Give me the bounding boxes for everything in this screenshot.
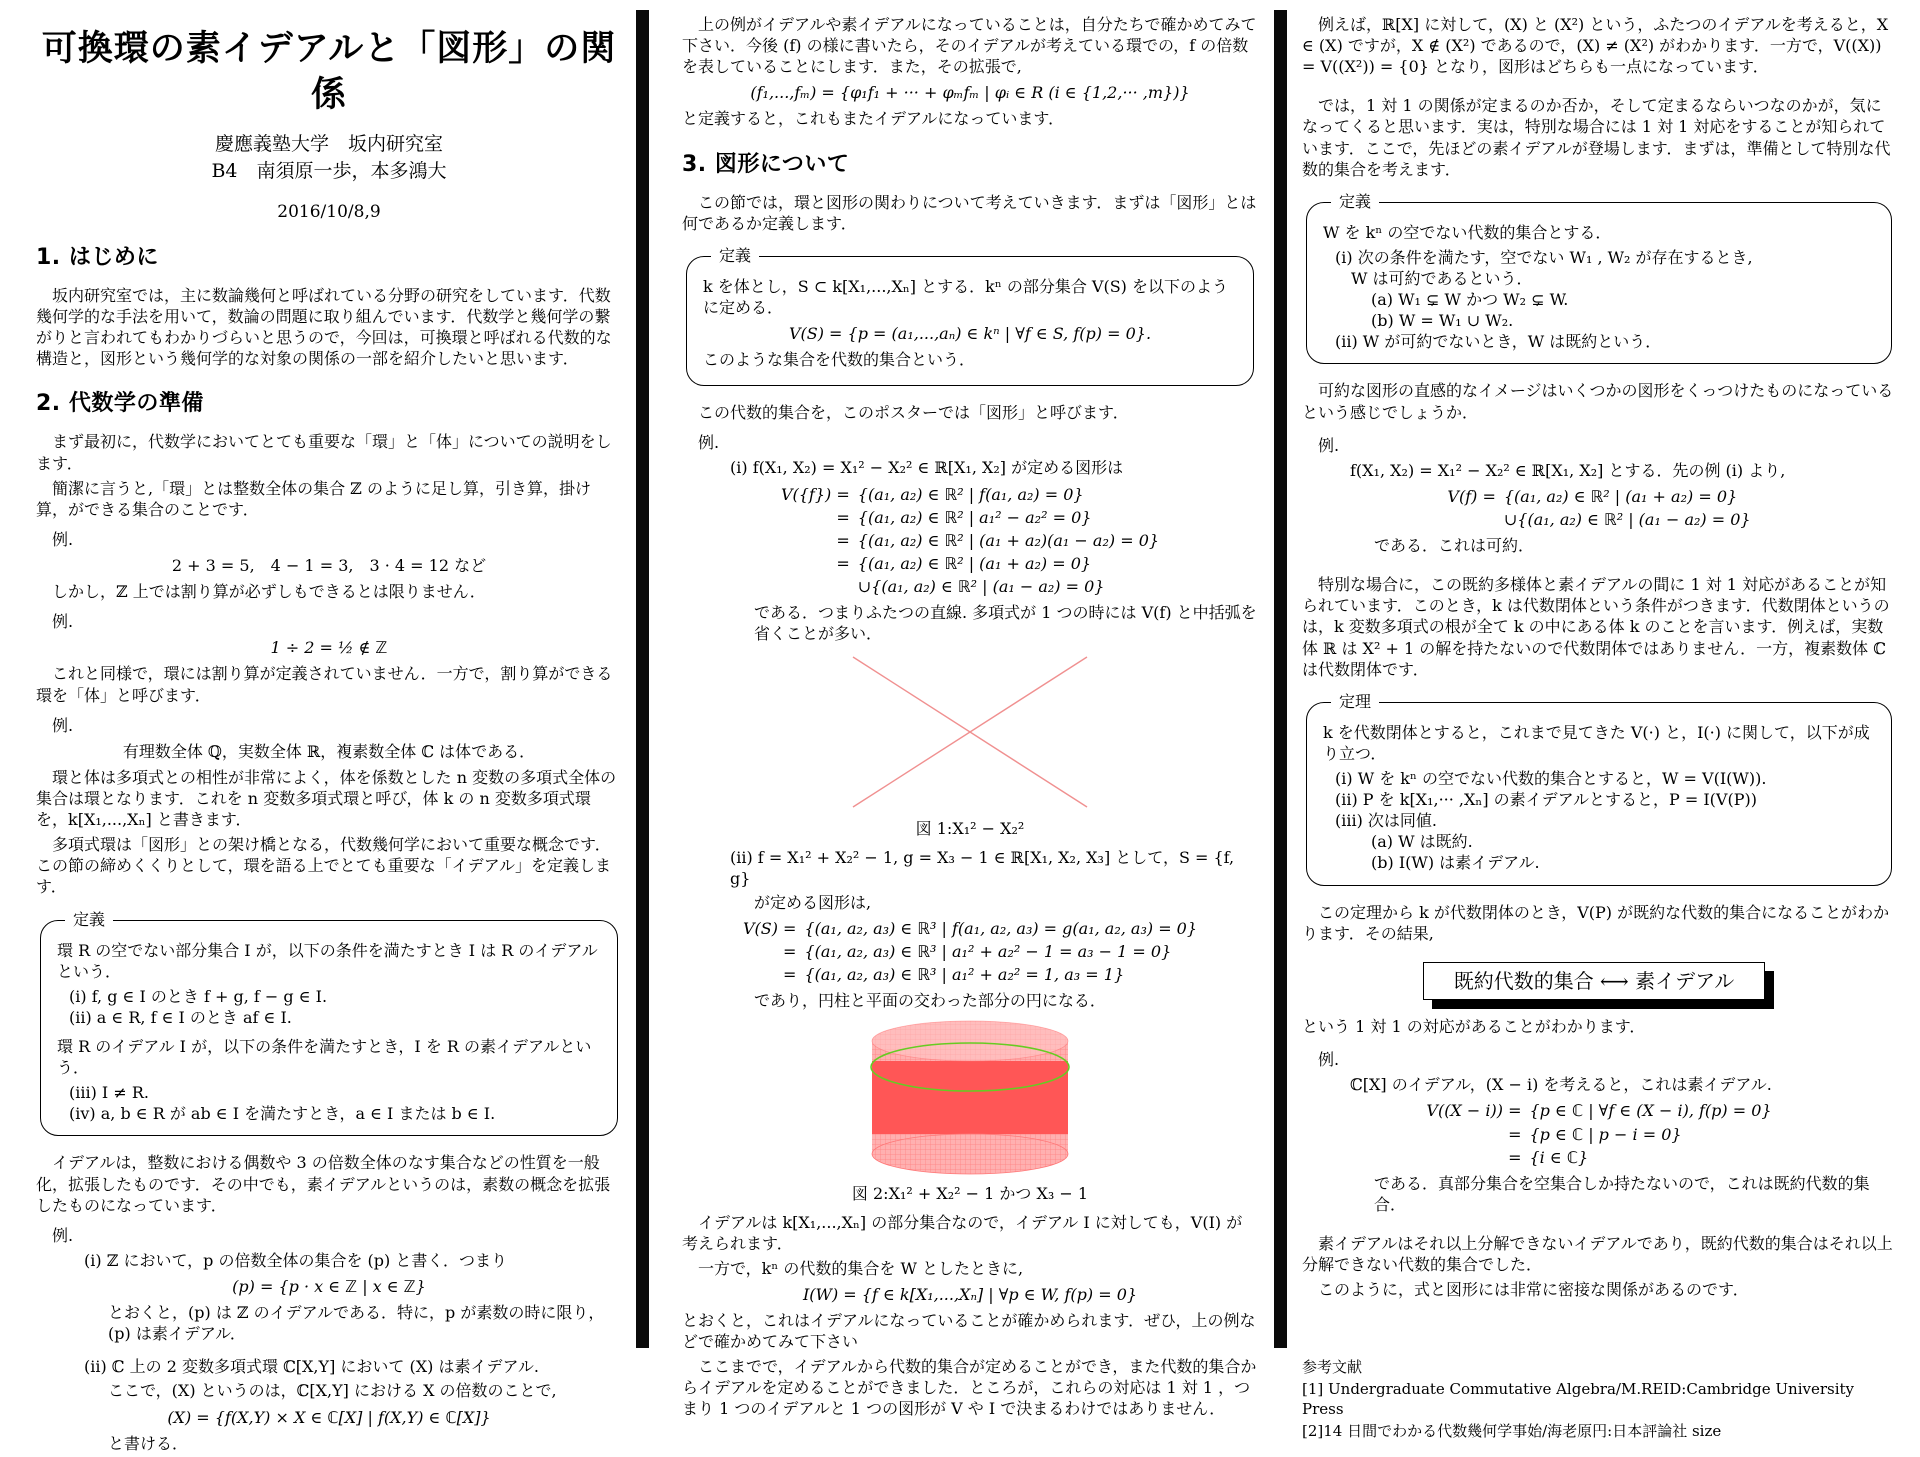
column-3 xyxy=(1302,0,1896,1444)
column-divider-bar-1 xyxy=(636,10,649,1348)
example-label: 例. xyxy=(52,1225,74,1245)
example-label: 例. xyxy=(698,433,720,453)
paragraph: 可約な図形の直感的なイメージはいくつかの図形をくっつけたものになっているという感じでしょうか． xyxy=(1302,381,1894,422)
paragraph: このように，式と図形には非常に密接な関係があるのです． xyxy=(1318,1280,1749,1300)
example-label: 例. xyxy=(1318,1050,1340,1070)
equation: 2 + 3 = 5, 4 − 1 = 3, 3 · 4 = 12 など xyxy=(171,556,487,576)
paragraph: この代数的集合を，このポスターでは「図形」と呼びます． xyxy=(698,403,1129,423)
definition-box-label: 定義 xyxy=(65,909,113,930)
definition-box-irreducible xyxy=(1306,191,1892,365)
equation-lhs: V((X − i)) = xyxy=(1426,1101,1522,1121)
definition-item: (iv) a, b ∈ R が ab ∈ I を満たすとき，a ∈ I または b ∈ I. xyxy=(69,1104,496,1124)
theorem-text: k を代数閉体とすると，これまで見てきた V(·) と，I(·) に関して，以下が成り立つ． xyxy=(1323,722,1870,763)
figure-2 xyxy=(682,1019,1258,1182)
equation: V(S) = {p = (a₁,...,aₙ) ∈ kⁿ | ∀f ∈ S, f(p) = 0}. xyxy=(788,324,1152,344)
paragraph: 特別な場合に，この既約多様体と素イデアルの間に 1 対 1 対応があることが知られています．このとき，k は代数閉体という条件がつきます．代数閉体というのは，k 変数多項式の根が全て k の中にある体 k のことを言います．例えば，実数体 ℝ は X² + 1 の解を持たないので代数閉体ではありません．一方，複素数体 ℂ は代数閉体です． xyxy=(1302,575,1890,679)
paragraph: 多項式環は「図形」との架け橋となる，代数幾何学において重要な概念です．この節の締めくくりとして，環を語る上でとても重要な「イデアル」を定義します． xyxy=(36,835,612,897)
definition-box-label: 定義 xyxy=(711,245,759,266)
definition-text: 環 R のイデアル I が，以下の条件を満たすとき，I を R の素イデアルという． xyxy=(57,1036,592,1078)
paragraph: 例えば，ℝ[X] に対して，(X) と (X²) という，ふたつのイデアルを考えると，X ∈ (X) ですが，X ∉ (X²) であるので，(X) ≠ (X²) がわかります．一方で，V((X)) = V((X²)) = {0} となり，図形はどちらも一点になっています． xyxy=(1302,15,1889,77)
paragraph: これと同様で，環には割り算が定義されていません．一方で，割り算ができる環を「体」と呼びます． xyxy=(36,664,613,705)
equation-rhs: {p ∈ ℂ | ∀f ∈ (X − i), f(p) = 0} xyxy=(1529,1101,1772,1121)
equation-lhs xyxy=(777,575,854,598)
definition-item: W は可約であるという． xyxy=(1351,268,1533,288)
paragraph: 上の例がイデアルや素イデアルになっていることは，自分たちで確かめてみて下さい．今後 (f) の様に書いたら，そのイデアルが考えている環での，f の倍数を表していることにします．また，その拡張で, xyxy=(682,15,1257,77)
example-item: f(X₁, X₂) = X₁² − X₂² ∈ ℝ[X₁, X₂] とする．先の例 (i) より, xyxy=(1350,460,1786,480)
affiliation: 慶應義塾大学 坂内研究室 xyxy=(214,133,443,156)
paragraph: では，1 対 1 の関係が定まるのか否か，そして定まるならいつなのかが，気になってくると思います．実は，特別な場合には 1 対 1 対応をすることが知られています．ここで，先ほどの素イデアルが登場します．まずは，準備として特別な代数的集合を考えます． xyxy=(1302,96,1891,179)
equation: 有理数全体 ℚ，実数全体 ℝ，複素数全体 ℂ は体である． xyxy=(122,741,536,761)
figure-1-caption: 図 1:X₁² − X₂² xyxy=(915,819,1025,839)
equation: I(W) = {f ∈ k[X₁,...,Xₙ] | ∀p ∈ W, f(p) = 0} xyxy=(802,1284,1138,1304)
example-text: とおくと，(p) は ℤ のイデアルである．特に，p が素数の時に限り，(p) は素イデアル． xyxy=(108,1303,605,1344)
equation-lhs: = xyxy=(836,553,850,573)
definition-text: k を体とし，S ⊂ k[X₁,...,Xₙ] とする．kⁿ の部分集合 V(S) を以下のように定める． xyxy=(703,276,1229,317)
example-text: である．つまりふたつの直線. 多項式が 1 つの時には V(f) と中括弧を省くことが多い． xyxy=(754,603,1257,644)
equation: (p) = {p · x ∈ ℤ | x ∈ ℤ} xyxy=(232,1276,426,1296)
result-box-wrapper xyxy=(1302,962,1886,1000)
column-2 xyxy=(682,0,1258,1424)
paragraph: 環と体は多項式との相性が非常によく，体を係数とした n 変数の多項式全体の集合は環となります．これを n 変数多項式環と呼び，体 k の n 変数多項式環を，k[X₁,...,Xₙ] と書きます． xyxy=(36,767,617,830)
equation-lhs: V({f}) = xyxy=(780,484,850,504)
equation-rhs: {(a₁, a₂) ∈ ℝ² | (a₁ + a₂) = 0} xyxy=(1503,486,1738,506)
aligned-equations xyxy=(777,483,1163,599)
equation: 1 ÷ 2 = ½ ∉ ℤ xyxy=(270,638,388,658)
example-item: ℂ[X] のイデアル，(X − i) を考えると，これは素イデアル. xyxy=(1350,1075,1772,1095)
equation-lhs: = xyxy=(783,941,797,961)
cylinder-graphic xyxy=(870,1019,1070,1177)
example-label: 例. xyxy=(52,612,74,632)
crossing-lines-graphic xyxy=(845,652,1095,812)
equation-lhs: = xyxy=(1508,1124,1522,1144)
paragraph: とおくと，これはイデアルになっていることが確かめられます．ぜひ，上の例などで確かめてみて下さい xyxy=(682,1310,1256,1352)
equation-lhs: = xyxy=(783,965,797,985)
figure-1 xyxy=(682,652,1258,817)
paragraph: という 1 対 1 の対応があることがわかります． xyxy=(1302,1017,1646,1037)
aligned-equations xyxy=(739,917,1201,986)
example-text: と書ける． xyxy=(108,1433,189,1453)
theorem-item: (iii) 次は同値. xyxy=(1335,811,1438,831)
paragraph: ここまでで，イデアルから代数的集合が定めることができ，また代数的集合からイデアルを定めることができました．ところが，これらの対応は 1 対 1 ，つまり 1 つのイデアルと 1 つの図形が V や I で決まるわけではありません． xyxy=(682,1357,1257,1419)
references xyxy=(1302,1358,1896,1441)
paragraph: しかし，ℤ 上では割り算が必ずしもできるとは限りません． xyxy=(52,582,486,602)
definition-text: 環 R の空でない部分集合 I が，以下の条件を満たすとき I は R のイデアルという． xyxy=(57,940,598,981)
example-label: 例. xyxy=(52,715,74,735)
definition-text: W を kⁿ の空でない代数的集合とする． xyxy=(1323,222,1612,242)
paragraph: この定理から k が代数閉体のとき，V(P) が既約な代数的集合になることがわかります．その結果, xyxy=(1302,902,1890,943)
example-text: ここで，(X) というのは，ℂ[X,Y] における X の倍数のことで, xyxy=(108,1381,557,1401)
authors: B4 南須原一歩，本多鴻大 xyxy=(211,160,447,183)
definition-box-label: 定義 xyxy=(1331,191,1379,212)
paragraph: 一方で，kⁿ の代数的集合を W としたときに, xyxy=(698,1258,1024,1278)
equation-lhs: V(f) = xyxy=(1447,486,1496,506)
equation-lhs: = xyxy=(836,507,850,527)
equation-rhs: {p ∈ ℂ | p − i = 0} xyxy=(1529,1124,1682,1144)
section-3-heading: 3. 図形について xyxy=(682,151,850,177)
definition-text: このような集合を代数的集合という． xyxy=(703,350,976,370)
equation-rhs: {(a₁, a₂, a₃) ∈ ℝ³ | a₁² + a₂² − 1 = a₃ − 1 = 0} xyxy=(804,941,1172,961)
equation-lhs: V(S) = xyxy=(742,918,797,938)
result-box: 既約代数的集合 ⟷ 素イデアル xyxy=(1423,962,1766,1000)
example-label: 例. xyxy=(52,529,74,549)
section-2-heading: 2. 代数学の準備 xyxy=(36,391,204,417)
equation: (X) = {f(X,Y) × X ∈ ℂ[X] | f(X,Y) ∈ ℂ[X]} xyxy=(167,1407,491,1427)
example-item: (i) f(X₁, X₂) = X₁² − X₂² ∈ ℝ[X₁, X₂] が定める図形は xyxy=(730,458,1124,478)
definition-item: (iii) I ≠ R. xyxy=(69,1083,149,1103)
equation-rhs: ∪{(a₁, a₂) ∈ ℝ² | (a₁ − a₂) = 0} xyxy=(857,577,1105,596)
equation-rhs: {(a₁, a₂) ∈ ℝ² | f(a₁, a₂) = 0} xyxy=(857,484,1084,504)
theorem-item: (i) W を kⁿ の空でない代数的集合とすると，W = V(I(W)). xyxy=(1335,768,1767,788)
equation-rhs: {i ∈ ℂ} xyxy=(1529,1147,1589,1167)
paragraph: イデアルは，整数における偶数や 3 の倍数全体のなす集合などの性質を一般化，拡張したものです．その中でも，素イデアルというのは，素数の概念を拡張したものになっています． xyxy=(36,1153,611,1215)
column-divider-bar-2 xyxy=(1274,10,1287,1348)
definition-box-algebraic-set xyxy=(686,245,1254,386)
example-item: (ii) f = X₁² + X₂² − 1, g = X₃ − 1 ∈ ℝ[X₁, X₂, X₃] として，S = {f, g} xyxy=(730,847,1235,888)
cylinder-top-ellipse xyxy=(872,1021,1068,1061)
figure-2-caption: 図 2:X₁² + X₂² − 1 かつ X₃ − 1 xyxy=(851,1184,1089,1204)
example-text: である．これは可約． xyxy=(1374,536,1535,556)
poster-title: 可換環の素イデアルと「図形」の関係 xyxy=(41,29,617,116)
paragraph: この節では，環と図形の関わりについて考えていきます．まずは「図形」とは何であるか定義します． xyxy=(682,192,1257,233)
paragraph: 坂内研究室では，主に数論幾何と呼ばれている分野の研究をしています．代数幾何学的な手法を用いて，数論の問題に取り組んでいます．代数学と幾何学の繋がりと言われてもわかりづらいと思うので，今回は，可換環と呼ばれる代数的な構造と，図形という幾何学的な対象の関係の一部を紹介したいと思います． xyxy=(36,286,612,369)
equation-rhs: {(a₁, a₂) ∈ ℝ² | a₁² − a₂² = 0} xyxy=(857,507,1092,527)
example-label: 例. xyxy=(1318,435,1340,455)
date: 2016/10/8,9 xyxy=(277,201,381,222)
paragraph: 素イデアルはそれ以上分解できないイデアルであり，既約代数的集合はそれ以上分解できない代数的集合でした． xyxy=(1302,1233,1893,1275)
equation-rhs: {(a₁, a₂, a₃) ∈ ℝ³ | a₁² + a₂² = 1, a₃ = 1} xyxy=(804,965,1125,985)
reference-item: [2]14 日間でわかる代数幾何学事始/海老原円:日本評論社 size xyxy=(1302,1421,1722,1440)
paragraph: と定義すると，これもまたイデアルになっています． xyxy=(682,109,1065,129)
example-text: が定める図形は, xyxy=(754,892,872,912)
references-heading: 参考文献 xyxy=(1302,1358,1363,1377)
theorem-item: (a) W は既約. xyxy=(1371,832,1473,852)
example-item: (ii) ℂ 上の 2 変数多項式環 ℂ[X,Y] において (X) は素イデアル. xyxy=(84,1357,539,1377)
paragraph: まず最初に，代数学においてとても重要な「環」と「体」についての説明をします． xyxy=(36,432,612,473)
example-text: である．真部分集合を空集合しか持たないので，これは既約代数的集合． xyxy=(1374,1173,1870,1214)
definition-box-ideal xyxy=(40,909,618,1137)
definition-item: (i) f, g ∈ I のとき f + g, f − g ∈ I. xyxy=(69,986,328,1006)
equation-rhs: {(a₁, a₂) ∈ ℝ² | (a₁ + a₂)(a₁ − a₂) = 0} xyxy=(857,530,1160,550)
theorem-item: (ii) P を k[X₁,··· ,Xₙ] の素イデアルとすると，P = I(V(P)) xyxy=(1335,790,1757,810)
example-text: であり，円柱と平面の交わった部分の円になる． xyxy=(754,991,1106,1011)
equation-lhs: = xyxy=(1508,1147,1522,1167)
equation: (f₁,...,fₘ) = {φ₁f₁ + ··· + φₘfₘ | φᵢ ∈ R (i ∈ {1,2,··· ,m})} xyxy=(750,83,1190,103)
theorem-box xyxy=(1306,691,1892,886)
column-1 xyxy=(36,0,622,1457)
reference-item: [1] Undergraduate Commutative Algebra/M.REID:Cambridge University Press xyxy=(1302,1380,1855,1418)
equation-rhs: ∪{(a₁, a₂) ∈ ℝ² | (a₁ − a₂) = 0} xyxy=(1503,509,1751,529)
definition-item: (b) W = W₁ ∪ W₂. xyxy=(1371,311,1514,331)
section-1-heading: 1. はじめに xyxy=(36,244,159,270)
definition-item: (ii) a ∈ R, f ∈ I のとき af ∈ I. xyxy=(69,1007,292,1027)
theorem-box-label: 定理 xyxy=(1331,691,1379,712)
paragraph: 簡潔に言うと,「環」とは整数全体の集合 ℤ のように足し算，引き算，掛け算，ができる集合のことです． xyxy=(36,478,591,519)
paragraph: イデアルは k[X₁,...,Xₙ] の部分集合なので，イデアル I に対しても，V(I) が考えられます． xyxy=(682,1212,1243,1253)
aligned-equations xyxy=(1443,485,1754,531)
definition-item: (i) 次の条件を満たす，空でない W₁ , W₂ が存在するとき, xyxy=(1335,247,1753,267)
equation-lhs xyxy=(1443,508,1499,531)
definition-item: (ii) W が可約でないとき，W は既約という． xyxy=(1335,332,1662,352)
definition-item: (a) W₁ ⊊ W かつ W₂ ⊊ W. xyxy=(1371,290,1569,310)
theorem-item: (b) I(W) は素イデアル. xyxy=(1371,853,1540,873)
aligned-equations xyxy=(1422,1099,1775,1168)
equation-rhs: {(a₁, a₂) ∈ ℝ² | (a₁ + a₂) = 0} xyxy=(857,553,1092,573)
equation-lhs: = xyxy=(836,530,850,550)
example-item: (i) ℤ において，p の倍数全体の集合を (p) と書く．つまり xyxy=(84,1250,508,1270)
equation-rhs: {(a₁, a₂, a₃) ∈ ℝ³ | f(a₁, a₂, a₃) = g(a₁, a₂, a₃) = 0} xyxy=(804,918,1198,938)
